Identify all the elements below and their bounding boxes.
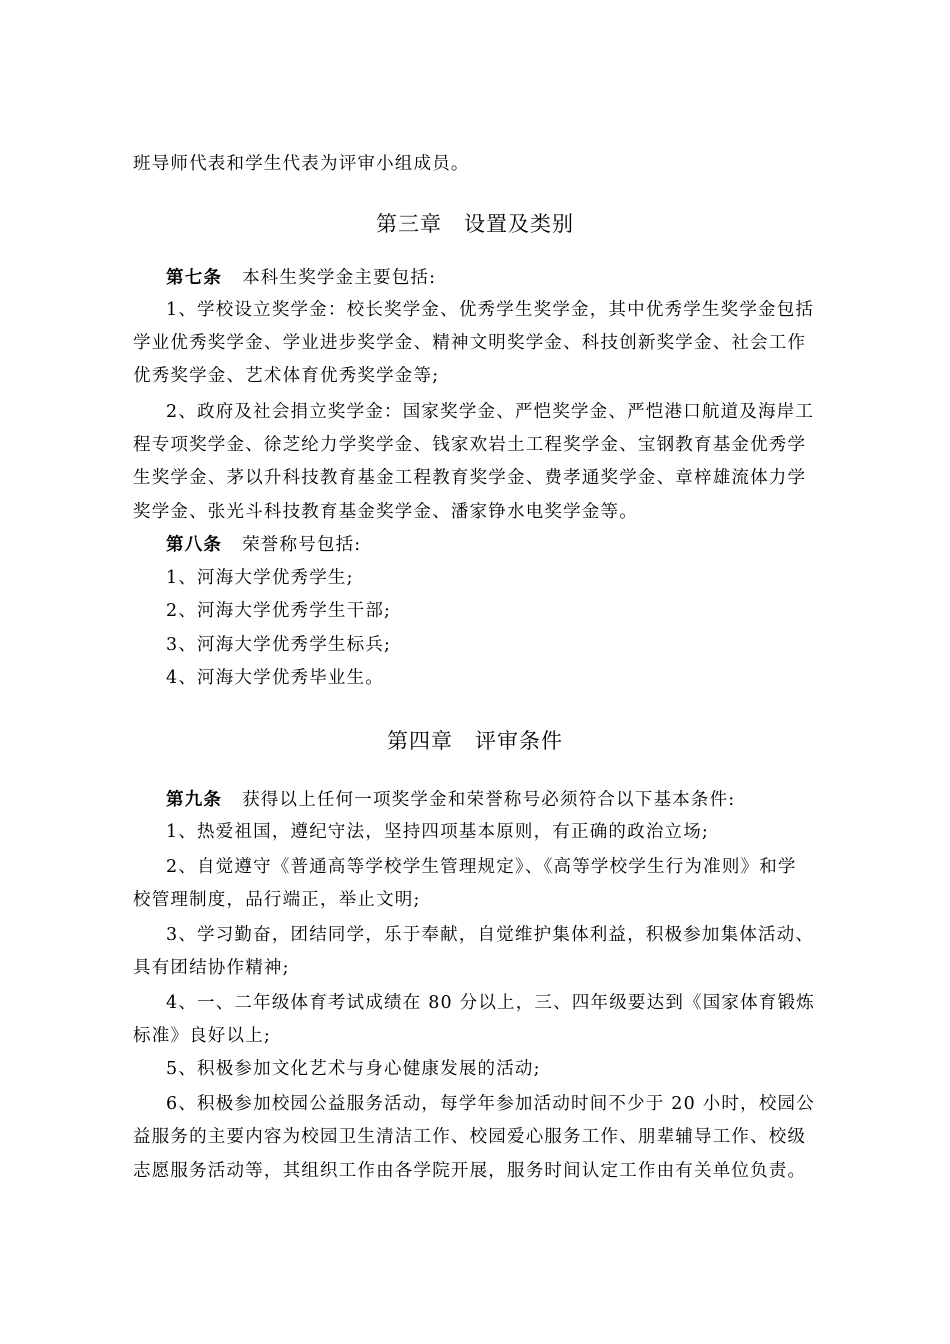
article-text: 荣誉称号包括: bbox=[242, 535, 362, 555]
paragraph-line: 生奖学金、茅以升科技教育基金工程教育奖学金、费孝通奖学金、章梓雄流体力学 bbox=[133, 468, 807, 488]
chapter-number: 第四章 bbox=[387, 729, 453, 753]
paragraph-line: 优秀奖学金、艺术体育优秀奖学金等; bbox=[133, 366, 440, 386]
list-item: 3、河海大学优秀学生标兵; bbox=[166, 635, 392, 655]
chapter-title: 设置及类别 bbox=[464, 212, 574, 236]
paragraph-line: 5、积极参加文化艺术与身心健康发展的活动; bbox=[166, 1059, 541, 1079]
chapter-number: 第三章 bbox=[376, 212, 442, 236]
paragraph-line: 奖学金、张光斗科技教育基金奖学金、潘家铮水电奖学金等。 bbox=[133, 502, 638, 522]
paragraph-line: 1、学校设立奖学金：校长奖学金、优秀学生奖学金，其中优秀学生奖学金包括 bbox=[166, 300, 815, 320]
article-label: 第九条 bbox=[166, 790, 223, 810]
article-7-intro bbox=[166, 260, 866, 296]
paragraph-line: 1、热爱祖国，遵纪守法，坚持四项基本原则，有正确的政治立场; bbox=[166, 822, 710, 842]
article-9-intro bbox=[166, 782, 866, 818]
paragraph-line: 6、积极参加校园公益服务活动，每学年参加活动时间不少于 20 小时，校园公 bbox=[166, 1094, 815, 1114]
list-item: 2、河海大学优秀学生干部; bbox=[166, 601, 392, 621]
chapter-heading-4 bbox=[0, 723, 950, 759]
article-label: 第七条 bbox=[166, 268, 223, 288]
list-item: 4、河海大学优秀毕业生。 bbox=[166, 668, 385, 688]
list-item: 1、河海大学优秀学生; bbox=[166, 568, 354, 588]
paragraph-line: 程专项奖学金、徐芝纶力学奖学金、钱家欢岩土工程奖学金、宝钢教育基金优秀学 bbox=[133, 435, 807, 455]
paragraph-line: 校管理制度，品行端正，举止文明; bbox=[133, 890, 421, 910]
paragraph-line: 3、学习勤奋，团结同学，乐于奉献，自觉维护集体利益，积极参加集体活动、 bbox=[166, 925, 815, 945]
chapter-heading-3 bbox=[0, 206, 950, 242]
article-text: 本科生奖学金主要包括: bbox=[242, 268, 437, 288]
paragraph-line: 益服务的主要内容为校园卫生清洁工作、校园爱心服务工作、朋辈辅导工作、校级 bbox=[133, 1127, 807, 1147]
paragraph-line: 具有团结协作精神; bbox=[133, 958, 290, 978]
article-text: 获得以上任何一项奖学金和荣誉称号必须符合以下基本条件: bbox=[242, 790, 736, 810]
paragraph-line: 标准》良好以上; bbox=[133, 1026, 271, 1046]
paragraph-line: 2、政府及社会捐立奖学金：国家奖学金、严恺奖学金、严恺港口航道及海岸工 bbox=[166, 402, 815, 422]
paragraph-line: 学业优秀奖学金、学业进步奖学金、精神文明奖学金、科技创新奖学金、社会工作 bbox=[133, 333, 807, 353]
paragraph-line: 4、一、二年级体育考试成绩在 80 分以上，三、四年级要达到《国家体育锻炼 bbox=[166, 993, 815, 1013]
paragraph-line: 志愿服务活动等，其组织工作由各学院开展，服务时间认定工作由有关单位负责。 bbox=[133, 1161, 807, 1181]
chapter-title: 评审条件 bbox=[475, 729, 563, 753]
paragraph-line: 班导师代表和学生代表为评审小组成员。 bbox=[133, 154, 470, 174]
article-8-intro bbox=[166, 527, 866, 563]
paragraph-line: 2、自觉遵守《普通高等学校学生管理规定》、《高等学校学生行为准则》和学 bbox=[166, 857, 797, 877]
article-label: 第八条 bbox=[166, 535, 223, 555]
